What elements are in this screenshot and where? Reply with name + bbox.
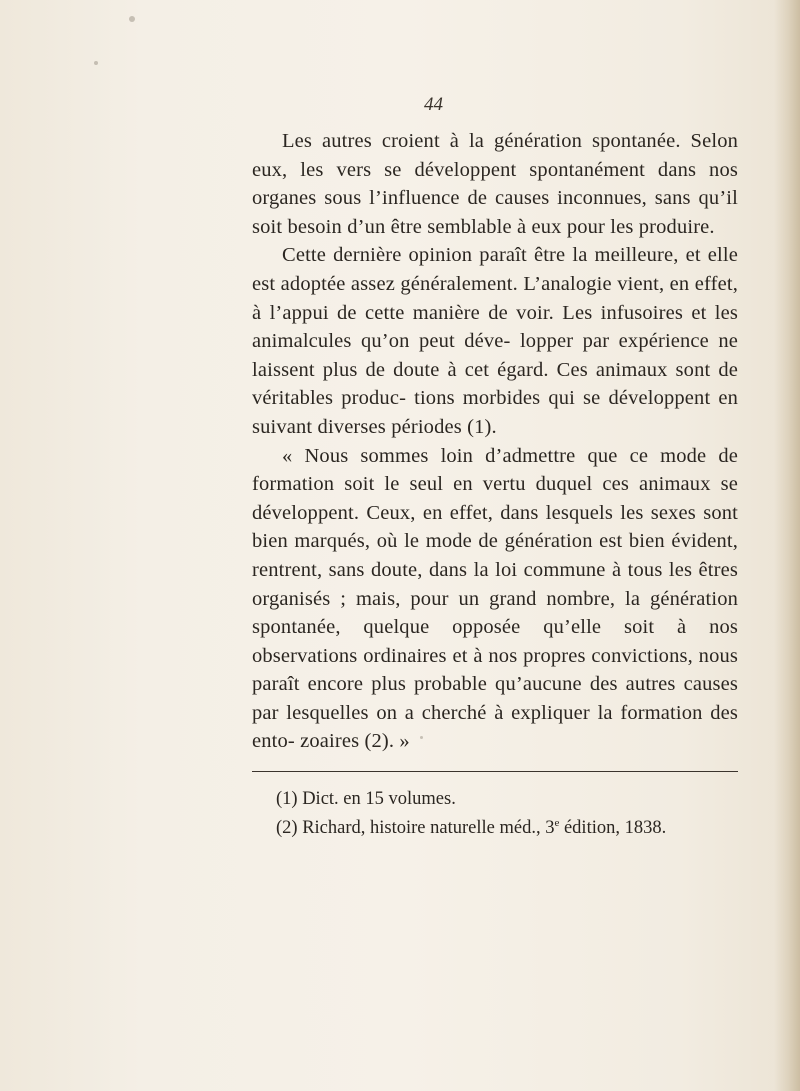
paragraph-2: Cette dernière opinion paraît être la meilleure, et elle est adoptée assez généralement. L’analogie vient, en effet, à l’appui de cette manière de voir. Les infusoires et les animalcules qu’on peut déve- lopper par expérience ne laissent plus de doute à cet égard. Ces animaux sont de véritables produc- tions morbides qui se développent en suivant diverses périodes (1).: [252, 244, 738, 438]
body-text: [252, 127, 738, 756]
paper-speck: [420, 736, 423, 739]
footnote-2-text-end: édition, 1838.: [559, 818, 667, 838]
paragraph-1: Les autres croient à la génération spontanée. Selon eux, les vers se développent spontanément dans nos organes sous l’influence de causes inconnues, sans qu’il soit besoin d’un être semblable à eux pour les produire.: [252, 130, 738, 238]
footnote-1: (1) Dict. en 15 volumes.: [276, 789, 456, 809]
footnote-rule: [252, 771, 738, 772]
page-edge-shadow: [774, 0, 800, 1091]
footnote-2-superscript: e: [554, 817, 560, 829]
footnote-2-text: (2) Richard, histoire naturelle méd., 3: [276, 818, 555, 838]
footnote-2: [276, 814, 746, 843]
paper-speck: [129, 16, 135, 22]
paragraph-3: « Nous sommes loin d’admettre que ce mode de formation soit le seul en vertu duquel ces animaux se développent. Ceux, en effet, dans lesquels les sexes sont bien marqués, où le mode de génération est bien évident, rentrent, sans doute, dans la loi commune à tous les êtres organisés ; mais, pour un grand nombre, la génération spontanée, quelque opposée qu’elle soit à nos observations ordinaires et à nos propres convictions, nous paraît encore plus probable qu’aucune des autres causes par lesquelles on a cherché à expliquer la formation des ento- zoaires (2). »: [252, 444, 738, 753]
page-number: 44: [424, 94, 443, 115]
footnotes: [276, 785, 746, 843]
paper-speck: [94, 61, 98, 65]
